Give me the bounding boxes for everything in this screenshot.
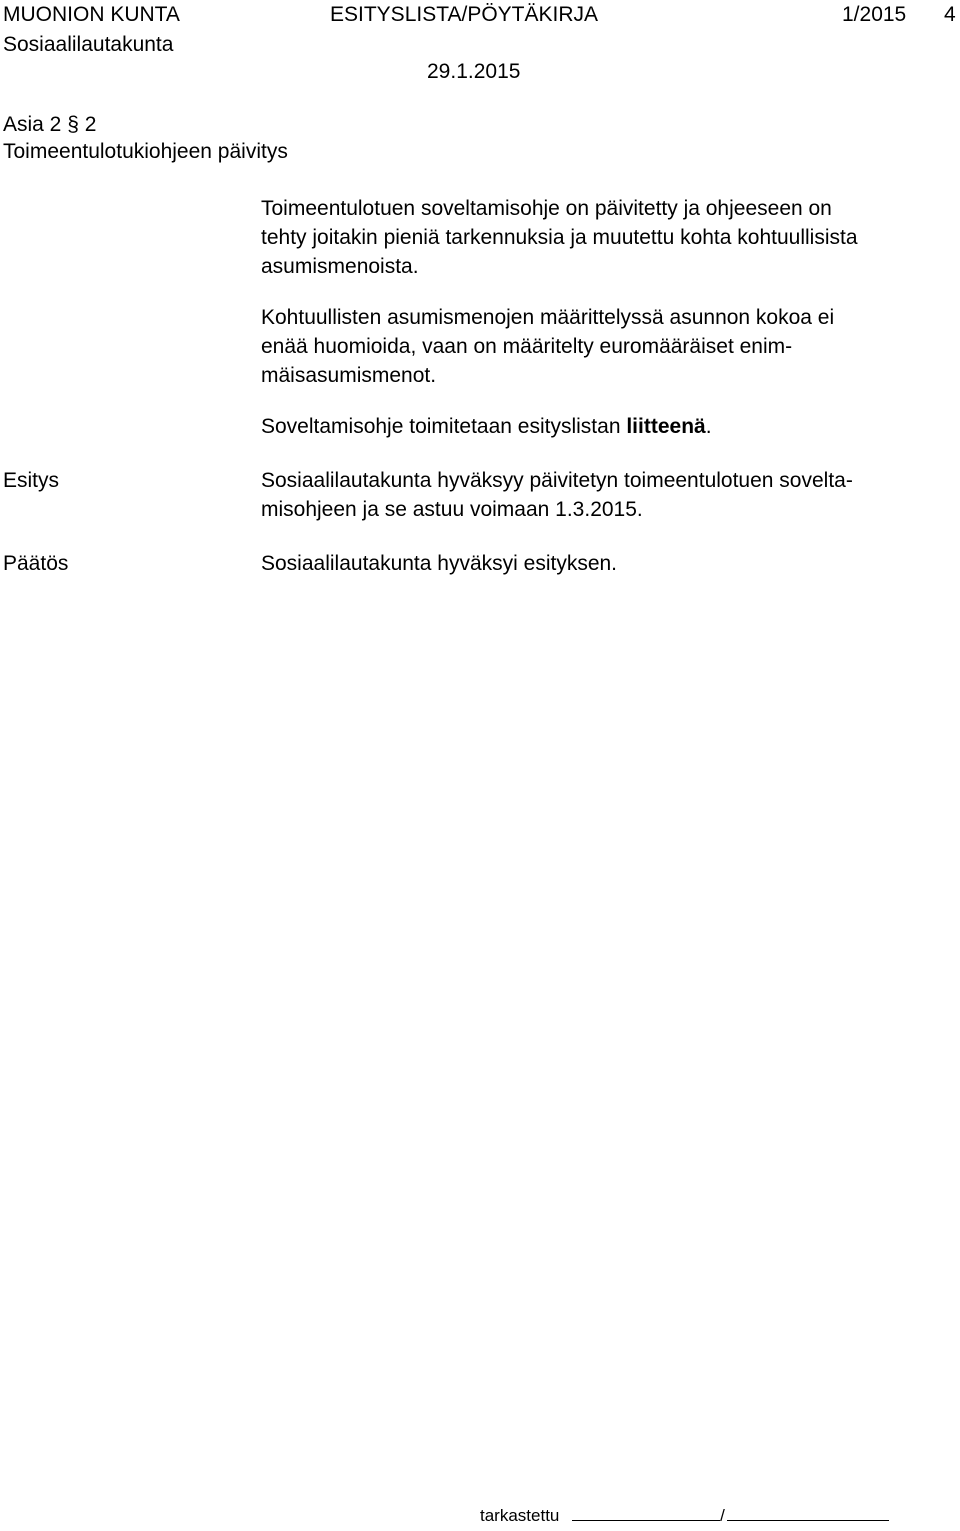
- initials-blank-2: [727, 1506, 889, 1521]
- decision-text: [261, 549, 951, 578]
- proposal-line: misohjeen ja se astuu voimaan 1.3.2015.: [261, 498, 643, 521]
- item-title: Toimeentulotukiohjeen päivitys: [3, 140, 288, 163]
- attachment-period: .: [705, 415, 712, 438]
- proposal-line: Sosiaalilautakunta hyväksyy päivitetyn toimeentulotuen sovelta-: [261, 469, 853, 492]
- initials-blank-1: [572, 1506, 720, 1521]
- paragraph-line: Toimeentulotuen soveltamisohje on päivitetty ja ohjeeseen on: [261, 197, 832, 220]
- body-paragraph-3: [261, 412, 951, 441]
- attachment-text: Soveltamisohje toimitetaan esityslistan: [261, 415, 627, 438]
- paragraph-line: mäisasumismenot.: [261, 364, 437, 387]
- paragraph-line: tehty joitakin pieniä tarkennuksia ja muutettu kohta kohtuullisista: [261, 226, 858, 249]
- checked-label: tarkastettu: [480, 1506, 560, 1525]
- organization-name: MUONION KUNTA: [3, 3, 180, 26]
- document-ref: 1/2015: [842, 3, 907, 26]
- decision-label: Päätös: [3, 552, 69, 575]
- body-paragraph-1: [261, 194, 951, 281]
- proposal-label: Esitys: [3, 469, 60, 492]
- checked-footer: [480, 1505, 889, 1527]
- document-type: ESITYSLISTA/PÖYTÄKIRJA: [330, 3, 599, 26]
- paragraph-line: [261, 412, 951, 441]
- item-number: Asia 2 § 2: [3, 113, 97, 136]
- initials-separator: /: [720, 1506, 725, 1525]
- paragraph-line: Kohtuullisten asumismenojen määrittelyssä asunnon kokoa ei: [261, 306, 835, 329]
- meeting-date: 29.1.2015: [427, 60, 521, 83]
- attachment-emphasis: liitteenä: [626, 415, 706, 438]
- proposal-text: [261, 466, 951, 524]
- page-number: 4: [944, 3, 956, 26]
- board-name: Sosiaalilautakunta: [3, 33, 174, 56]
- decision-line: Sosiaalilautakunta hyväksyi esityksen.: [261, 552, 618, 575]
- body-paragraph-2: [261, 303, 951, 390]
- paragraph-line: enää huomioida, vaan on määritelty euromääräiset enim-: [261, 335, 793, 358]
- paragraph-line: asumismenoista.: [261, 255, 419, 278]
